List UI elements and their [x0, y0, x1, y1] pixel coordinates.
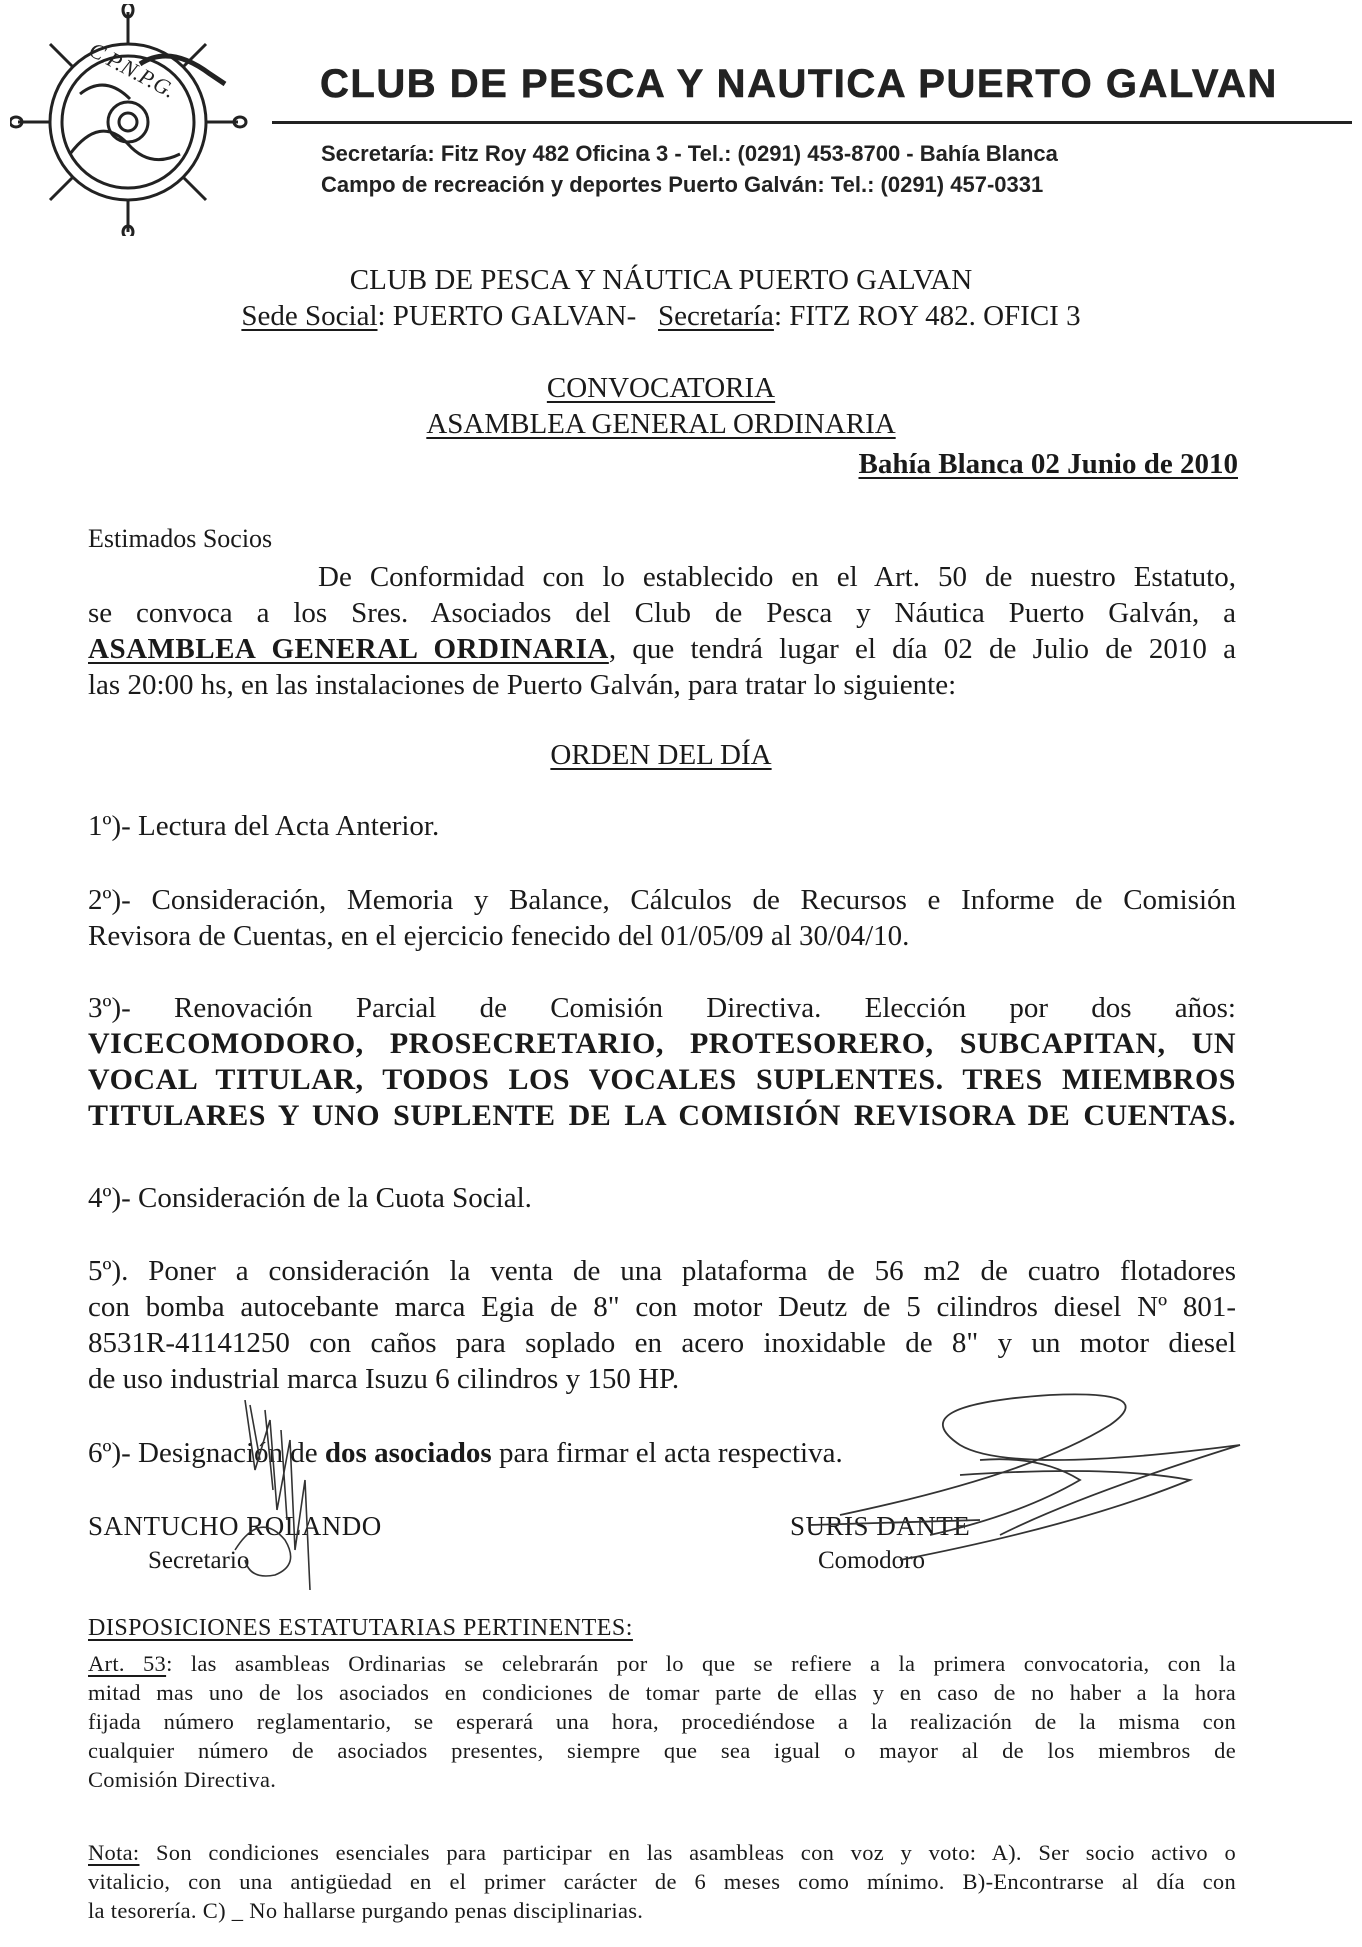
- agenda-item-5: 5º). Poner a consideración la venta de una plataforma de 56 m2 de cuatro flotadores con bomba autocebante marca Egia de 8" con motor Deutz de 5 cilindros diesel Nº 801- 8531R-41141250 con caños para soplado en acero inoxidable de 8" y un motor diesel de uso industrial marca Isuzu 6 cilindros y 150 HP.: [88, 1255, 1236, 1395]
- orden-del-dia-title: ORDEN DEL DÍA: [550, 739, 772, 771]
- logo-lettering: C.P.N.P.G.: [85, 36, 180, 103]
- signature-right-role: Comodoro: [818, 1547, 925, 1574]
- article-53-text: Art. 53: las asambleas Ordinarias se celebrarán por lo que se refiere a la primera convocatoria, con la mitad mas uno de los asociados en condiciones de tomar parte de ellas y en caso de no haber a la hora fijada número reglamentario, se esperará una hora, procediéndose a la realización de la misma con cualquier número de asociados presentes, siempre que sea igual o mayor al de los miembros de Comisión Directiva.: [88, 1651, 1236, 1792]
- club-logo-ship-wheel: [10, 4, 260, 236]
- signature-left-role: Secretario: [148, 1547, 250, 1574]
- signature-left-name: SANTUCHO ROLANDO: [88, 1511, 382, 1541]
- letterhead-divider: [272, 121, 1352, 124]
- agenda-item-6: 6º)- Designación de dos asociados para firmar el acta respectiva.: [88, 1437, 843, 1469]
- letterhead-campo-line: Campo de recreación y deportes Puerto Galván: Tel.: (0291) 457-0331: [321, 172, 1044, 197]
- title-asamblea: ASAMBLEA GENERAL ORDINARIA: [426, 408, 896, 440]
- agenda-item-4: 4º)- Consideración de la Cuota Social.: [88, 1182, 532, 1214]
- intro-paragraph: De Conformidad con lo establecido en el Art. 50 de nuestro Estatuto, se convoca a los Sres. Asociados del Club de Pesca y Náutica Puerto Galván, a ASAMBLEA GENERAL ORDINARIA, que tendrá lugar el día 02 de Julio de 2010 a las 20:00 hs, en las instalaciones de Puerto Galván, para tratar lo siguiente:: [88, 561, 1236, 701]
- title-convocatoria: CONVOCATORIA: [546, 372, 776, 404]
- dispositions-title: DISPOSICIONES ESTATUTARIAS PERTINENTES:: [88, 1615, 633, 1641]
- document-date: Bahía Blanca 02 Junio de 2010: [858, 448, 1238, 480]
- heading-sede-line: Sede Social: PUERTO GALVAN- Secretaría: FITZ ROY 482. OFICI 3: [241, 300, 1081, 332]
- agenda-item-2: 2º)- Consideración, Memoria y Balance, Cálculos de Recursos e Informe de Comisión Revisora de Cuentas, en el ejercicio fenecido del 01/05/09 al 30/04/10.: [88, 884, 1236, 952]
- letterhead-address-line: Secretaría: Fitz Roy 482 Oficina 3 - Tel.: (0291) 453-8700 - Bahía Blanca: [321, 141, 1058, 166]
- nota-text: Nota: Son condiciones esenciales para participar en las asambleas con voz y voto: A). Ser socio activo o vitalicio, con una antigüedad en el primer carácter de 6 meses como mínimo. B)-Encontrarse al día con la tesorería. C) _ No hallarse purgando penas disciplinarias.: [88, 1840, 1236, 1923]
- agenda-item-3: 3º)- Renovación Parcial de Comisión Directiva. Elección por dos años: VICECOMODORO, PROSECRETARIO, PROTESORERO, SUBCAPITAN, UN VOCAL TITULAR, TODOS LOS VOCALES SUPLENTES. TRES MIEMBROS TITULARES Y UNO SUPLENTE DE LA COMISIÓN REVISORA DE CUENTAS.: [88, 992, 1236, 1132]
- greeting: Estimados Socios: [88, 524, 273, 553]
- letterhead-club-name: CLUB DE PESCA Y NAUTICA PUERTO GALVAN: [320, 62, 1278, 106]
- signature-right-name: SURIS DANTE: [790, 1511, 971, 1541]
- agenda-item-1: 1º)- Lectura del Acta Anterior.: [88, 810, 440, 842]
- heading-club-name: CLUB DE PESCA Y NÁUTICA PUERTO GALVAN: [349, 264, 973, 296]
